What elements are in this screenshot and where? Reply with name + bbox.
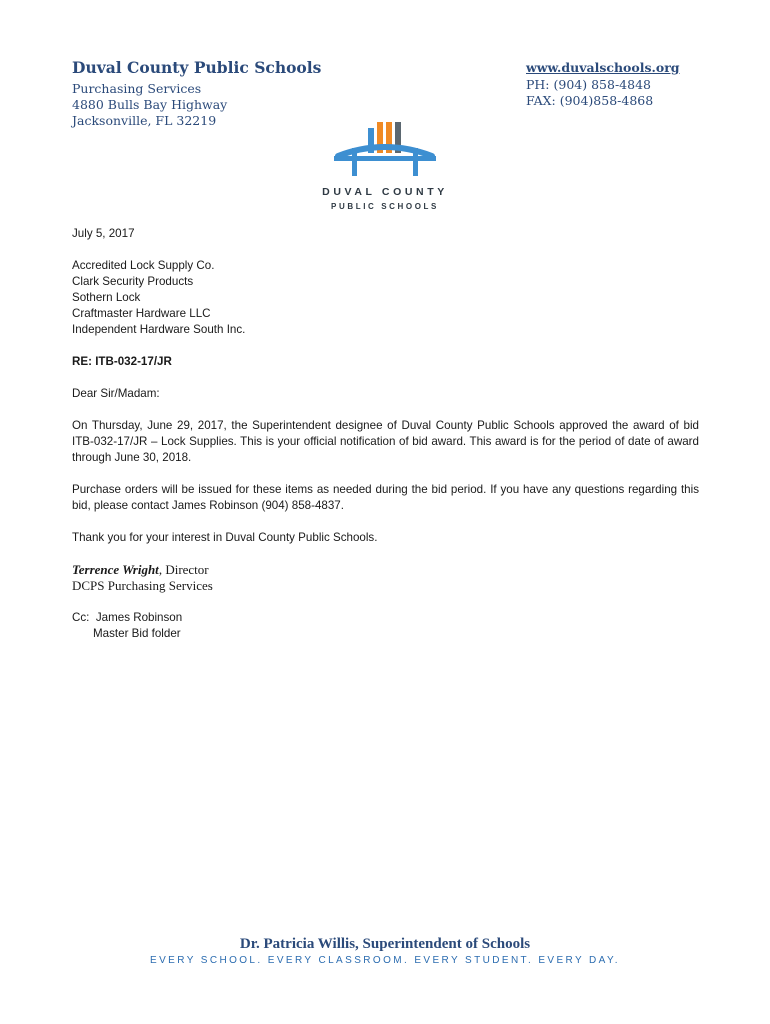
letter-body xyxy=(72,226,699,642)
recipient-item: Clark Security Products xyxy=(72,275,194,288)
website-link[interactable]: www.duvalschools.org xyxy=(526,60,680,75)
fax-number: FAX: (904)858-4868 xyxy=(526,93,654,108)
phone-number: PH: (904) 858-4848 xyxy=(526,77,651,92)
cc-label: Cc: xyxy=(72,611,90,624)
recipient-item: Craftmaster Hardware LLC xyxy=(72,307,211,320)
award-paragraph: On Thursday, June 29, 2017, the Superintendent designee of Duval County Public Schools approved the award of bid ITB-032-17/JR – Lock Supplies. This is your official notification of bid award. This award is for the period of date of award through June 30, 2018. xyxy=(72,419,699,464)
purchase-orders-paragraph: Purchase orders will be issued for these items as needed during the bid period. If you have any questions regarding this bid, please contact James Robinson (904) 858-4837. xyxy=(72,483,699,512)
recipient-item: Accredited Lock Supply Co. xyxy=(72,259,215,272)
salutation: Dear Sir/Madam: xyxy=(72,387,160,400)
dcps-logo-icon xyxy=(330,118,440,180)
footer-superintendent: Dr. Patricia Willis, Superintendent of Schools xyxy=(239,936,531,952)
letterhead-address-block xyxy=(72,58,321,129)
footer-tagline: EVERY SCHOOL. EVERY CLASSROOM. EVERY STUDENT. EVERY DAY. xyxy=(150,955,620,966)
logo-bridge-deck xyxy=(334,156,436,161)
thank-you-paragraph: Thank you for your interest in Duval County Public Schools. xyxy=(72,531,378,544)
cc-block xyxy=(72,610,699,642)
department: Purchasing Services xyxy=(72,81,202,96)
logo-pillar-left xyxy=(352,148,357,176)
signature-block xyxy=(72,562,699,594)
city-state-zip: Jacksonville, FL 32219 xyxy=(72,113,217,128)
logo-pillar-right xyxy=(413,148,418,176)
recipient-list xyxy=(72,258,699,338)
logo-text-schools: PUBLIC SCHOOLS xyxy=(331,202,439,211)
letterhead-contact-block xyxy=(526,60,680,109)
re-line: RE: ITB-032-17/JR xyxy=(72,355,172,368)
signature-title: , Director xyxy=(158,562,209,577)
org-name: Duval County Public Schools xyxy=(72,58,322,77)
signature-name: Terrence Wright xyxy=(72,562,159,577)
recipient-item: Independent Hardware South Inc. xyxy=(72,323,246,336)
street-address: 4880 Bulls Bay Highway xyxy=(72,97,228,112)
signature-dept: DCPS Purchasing Services xyxy=(72,578,213,593)
recipient-item: Sothern Lock xyxy=(72,291,141,304)
cc-item: Master Bid folder xyxy=(93,627,181,640)
cc-item: James Robinson xyxy=(95,611,183,624)
logo-text-county: DUVAL COUNTY xyxy=(322,186,448,198)
letter-date: July 5, 2017 xyxy=(72,227,135,240)
